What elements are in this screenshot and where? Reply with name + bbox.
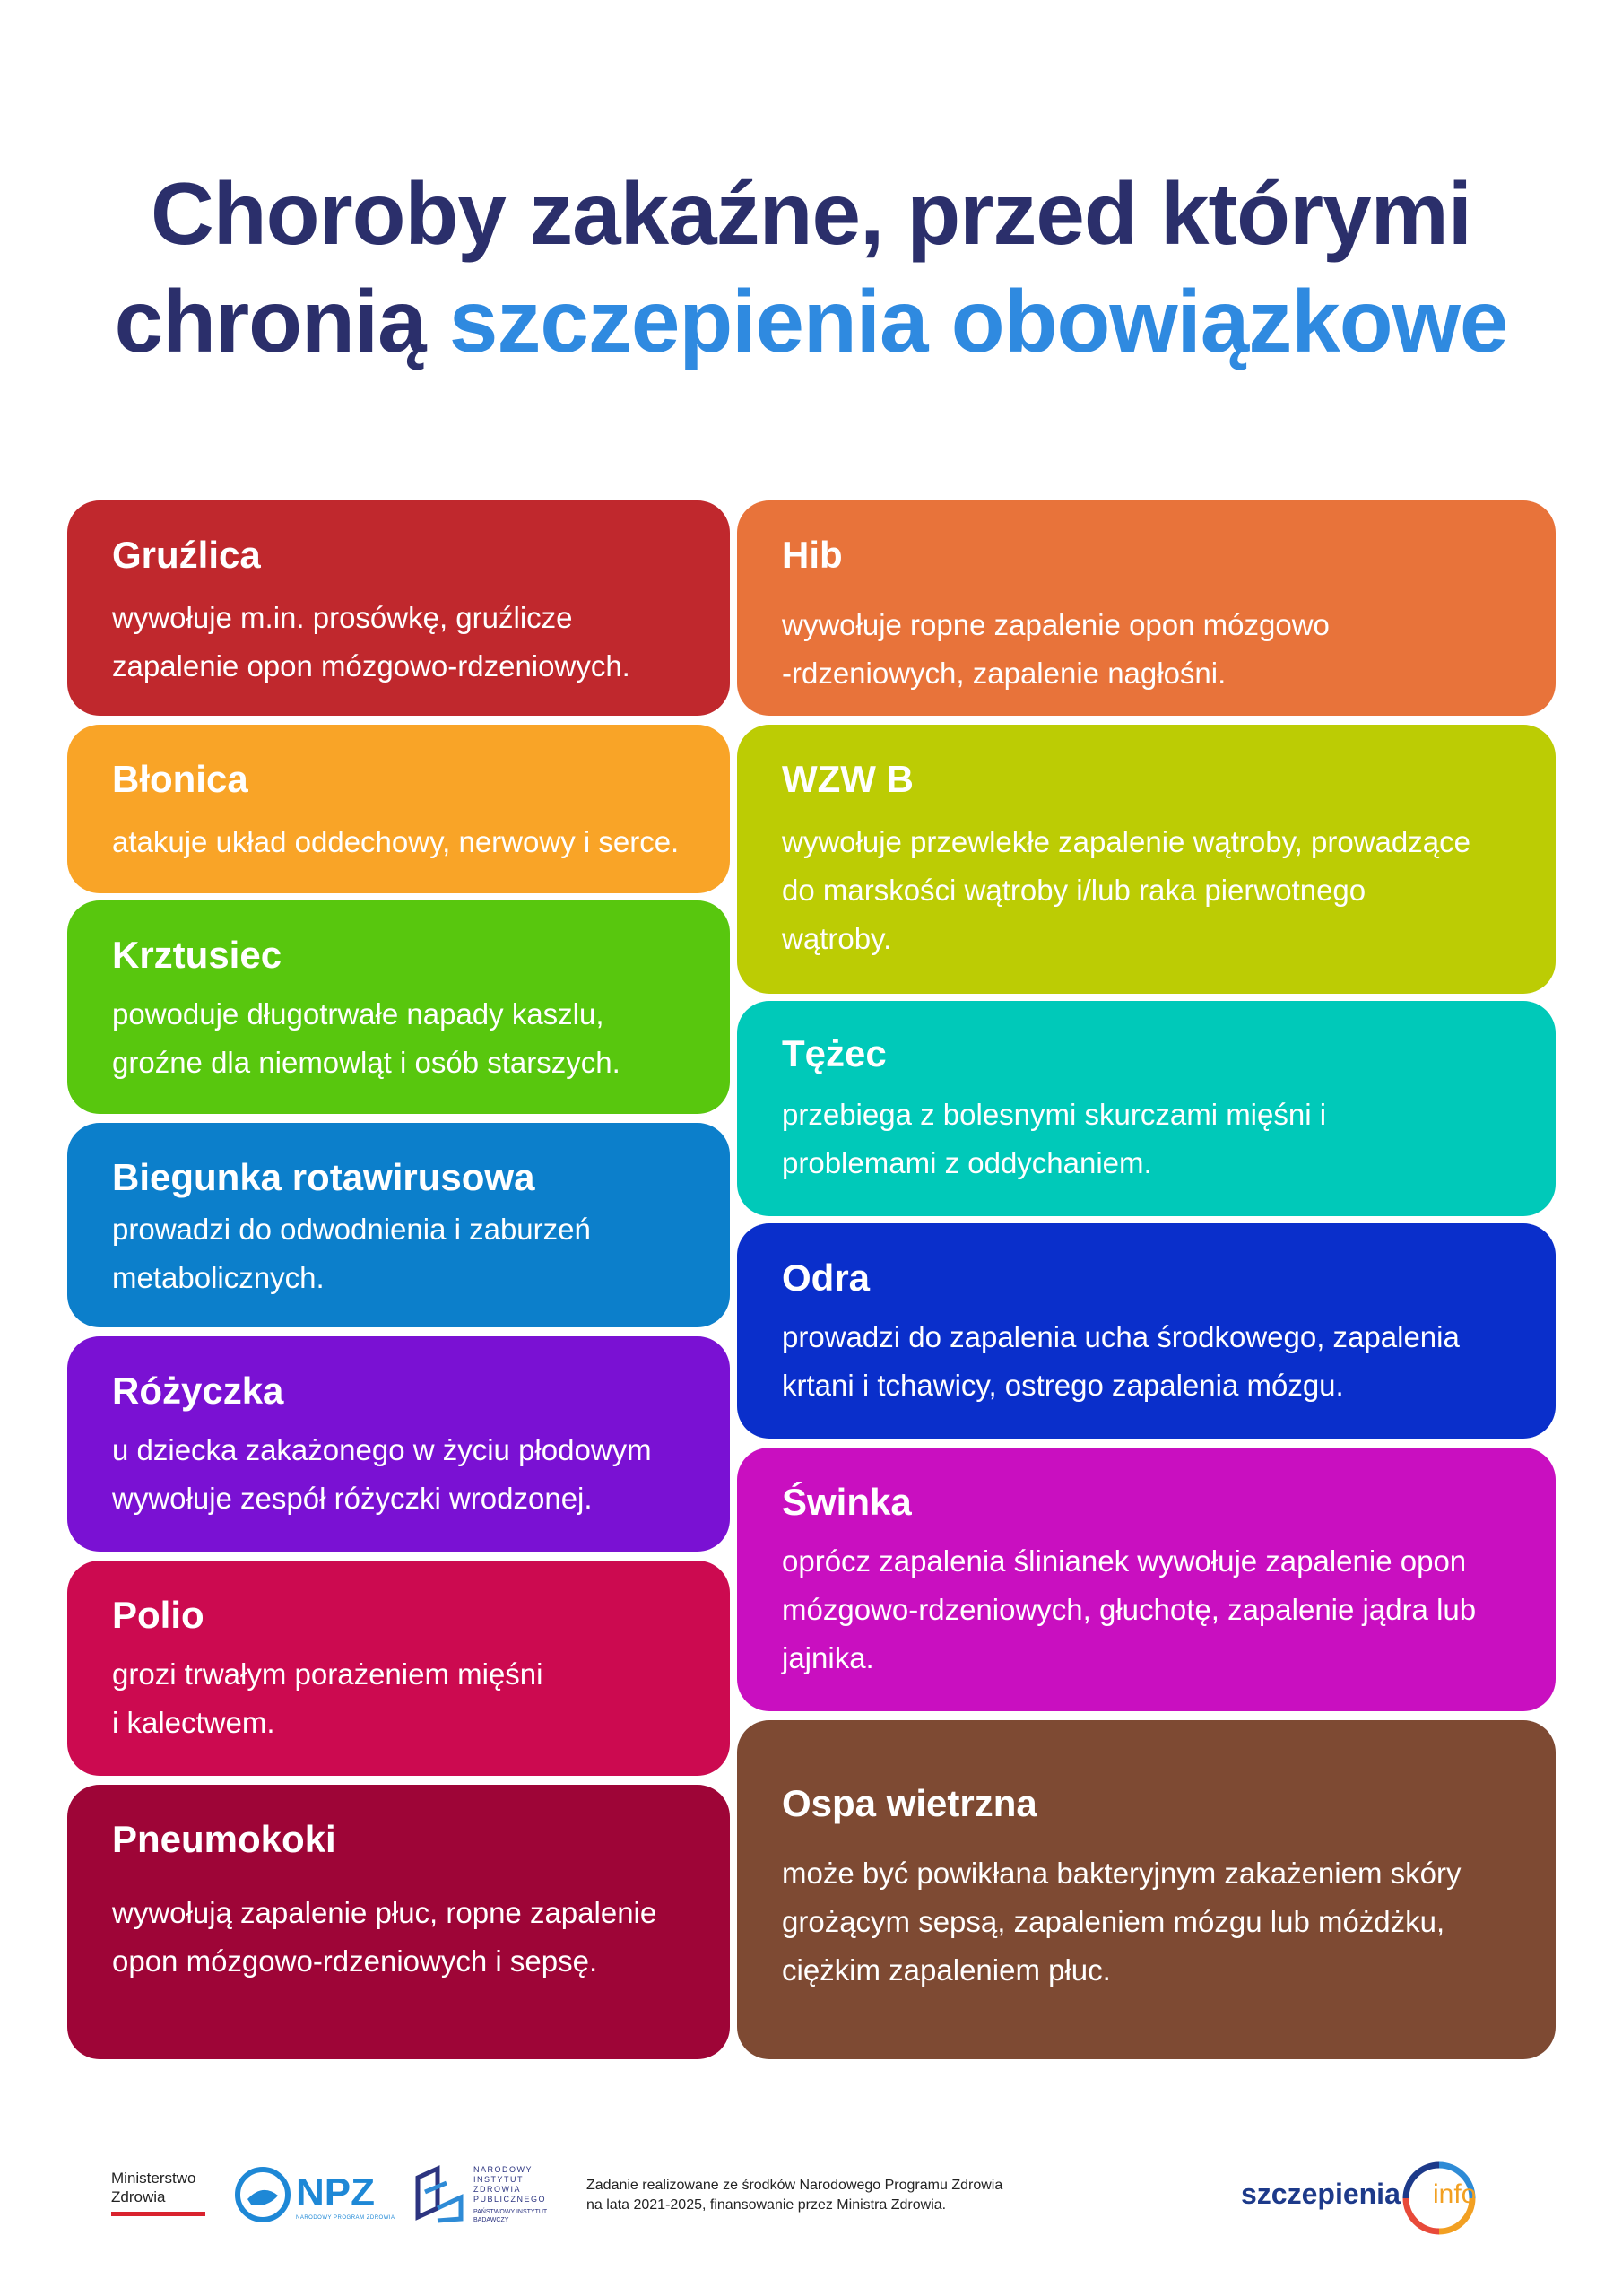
card-title: WZW B <box>782 758 914 800</box>
nizp-line: INSTYTUT <box>473 2175 524 2184</box>
card-description: atakuje układ oddechowy, nerwowy i serce. <box>112 825 680 858</box>
card-title: Pneumokoki <box>112 1818 336 1860</box>
card-description: wywołuje m.in. prosówkę, gruźlicze zapalenie opon mózgowo-rdzeniowych. <box>112 601 630 683</box>
title-line-1: Choroby zakaźne, przed którymi <box>150 164 1472 263</box>
nizp-logo-subtext <box>473 2208 547 2224</box>
brand-logo-text: szczepienia <box>1241 2178 1401 2210</box>
card-gruzlica <box>67 500 730 716</box>
card-description: może być powikłana bakteryjnym zakażeniem skóry grożącym sepsą, zapaleniem mózgu lub móżdżku, ciężkim zapaleniem płuc. <box>782 1857 1462 1987</box>
card-title: Polio <box>112 1594 204 1636</box>
card-title: Krztusiec <box>112 934 282 976</box>
card-title: Odra <box>782 1257 871 1299</box>
card-description-line: grozi trwałym porażeniem mięśni <box>112 1657 543 1691</box>
card-description <box>112 1650 694 1747</box>
card-rozyczka <box>67 1336 730 1552</box>
npz-logo-text: NPZ <box>296 2170 375 2214</box>
card-description: powoduje długotrwałe napady kaszlu, groźne dla niemowląt i osób starszych. <box>112 997 620 1079</box>
ministry-line-2: Zdrowia <box>111 2188 166 2205</box>
card-krztusiec <box>67 900 730 1114</box>
npz-logo-subtext: NARODOWY PROGRAM ZDROWIA <box>296 2215 395 2221</box>
nizp-logo-text <box>473 2165 546 2205</box>
card-title: Świnka <box>782 1481 912 1523</box>
card-wzw-b <box>737 725 1556 994</box>
card-polio <box>67 1561 730 1776</box>
card-description: wywołuje przewlekłe zapalenie wątroby, prowadzące do marskości wątroby i/lub raka pierwotnego wątroby. <box>782 825 1470 955</box>
card-title: Gruźlica <box>112 534 261 576</box>
ministry-line-1: Ministerstwo <box>111 2170 196 2187</box>
card-biegunka-rotawirusowa <box>67 1123 730 1327</box>
card-ospa-wietrzna <box>737 1720 1556 2059</box>
footer <box>0 2152 1622 2242</box>
nizp-line: ZDROWIA <box>473 2185 521 2194</box>
funding-note <box>586 2176 1002 2215</box>
card-description: u dziecka zakażonego w życiu płodowym wywołuje zespół różyczki wrodzonej. <box>112 1433 652 1515</box>
npz-logo-icon <box>235 2167 291 2222</box>
funding-line-1: Zadanie realizowane ze środków Narodowego Programu Zdrowia <box>586 2178 1003 2193</box>
card-title: Tężec <box>782 1032 887 1074</box>
funding-line-2: na lata 2021-2025, finansowanie przez Ministra Zdrowia. <box>586 2197 947 2213</box>
card-swinka <box>737 1448 1556 1711</box>
ministry-logo <box>111 2169 195 2206</box>
card-hib <box>737 500 1556 716</box>
page-title <box>0 160 1622 375</box>
title-line-2 <box>0 267 1622 375</box>
card-description: oprócz zapalenia ślinianek wywołuje zapalenie opon mózgowo-rdzeniowych, głuchotę, zapalenie jądra lub jajnika. <box>782 1544 1477 1674</box>
nizp-line: NARODOWY <box>473 2165 533 2174</box>
card-title: Hib <box>782 534 843 576</box>
card-title: Biegunka rotawirusowa <box>112 1156 535 1198</box>
card-description: wywołują zapalenie płuc, ropne zapalenie opon mózgowo-rdzeniowych i sepsę. <box>112 1896 657 1978</box>
card-title: Błonica <box>112 758 248 800</box>
card-description <box>782 601 1520 698</box>
card-description: przebiega z bolesnymi skurczami mięśni i problemami z oddychaniem. <box>782 1098 1327 1179</box>
card-blonica <box>67 725 730 893</box>
card-description: prowadzi do zapalenia ucha środkowego, zapalenia krtani i tchawicy, ostrego zapalenia mózgu. <box>782 1320 1460 1402</box>
nizp-sub-line: PAŃSTWOWY INSTYTUT <box>473 2209 548 2215</box>
brand-info-text: info <box>1433 2179 1477 2209</box>
card-title: Różyczka <box>112 1370 284 1412</box>
card-description: prowadzi do odwodnienia i zaburzeń metabolicznych. <box>112 1213 591 1294</box>
nizp-line: PUBLICZNEGO <box>473 2195 547 2204</box>
card-title: Ospa wietrzna <box>782 1782 1037 1824</box>
card-odra <box>737 1223 1556 1439</box>
title-line-2-highlight: szczepienia obowiązkowe <box>448 272 1508 370</box>
nizp-sub-line: BADAWCZY <box>473 2217 509 2223</box>
card-tezec <box>737 1001 1556 1216</box>
card-pneumokoki <box>67 1785 730 2059</box>
card-description-line: -rdzeniowych, zapalenie nagłośni. <box>782 657 1227 690</box>
title-line-2-plain: chronią <box>114 272 449 370</box>
nizp-logo-icon <box>411 2165 468 2224</box>
card-description-line: wywołuje ropne zapalenie opon mózgowo <box>782 608 1330 641</box>
ministry-logo-bar <box>111 2212 205 2216</box>
card-description-line: i kalectwem. <box>112 1706 275 1739</box>
